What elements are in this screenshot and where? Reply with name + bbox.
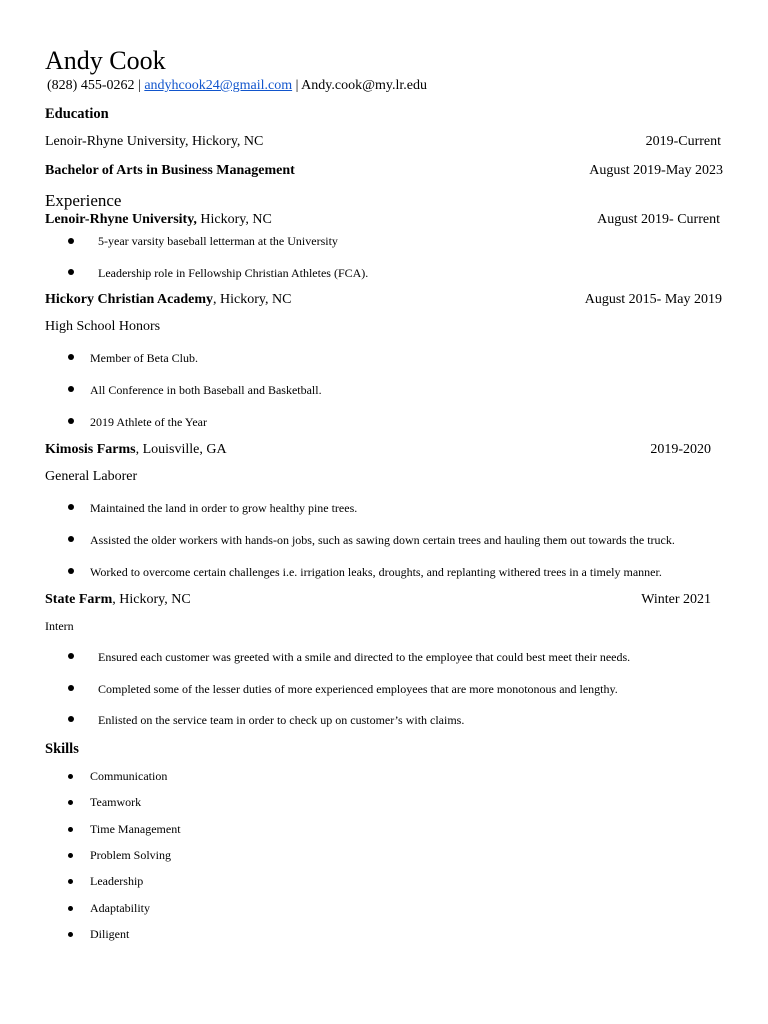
job-location: , Hickory, NC (213, 292, 292, 307)
bullet-icon (68, 386, 74, 392)
separator: | (138, 78, 141, 93)
email-link[interactable]: andyhcook24@gmail.com (144, 78, 293, 93)
bullet-icon (68, 238, 74, 244)
job-location: , Hickory, NC (112, 592, 191, 607)
phone-number: (828) 455-0262 (47, 78, 135, 93)
job-location: Hickory, NC (196, 212, 272, 227)
bullet-icon (68, 879, 73, 884)
job-dates: August 2019- Current (597, 212, 720, 227)
education-school: Lenoir-Rhyne University, Hickory, NC (45, 134, 264, 149)
job-location: , Louisville, GA (135, 442, 227, 457)
job-dates: August 2015- May 2019 (584, 292, 722, 307)
job-role: High School Honors (45, 319, 161, 334)
job-title-line (45, 292, 291, 308)
job-role: General Laborer (45, 469, 138, 484)
job-bullet: Leadership role in Fellowship Christian Athletes (FCA). (98, 266, 369, 280)
bullet-icon (68, 653, 74, 659)
job-bullet: Maintained the land in order to grow healthy pine trees. (90, 501, 358, 515)
bullet-icon (68, 827, 73, 832)
job-bullet: Completed some of the lesser duties of more experienced employees that are more monotonous and lengthy. (98, 682, 618, 696)
bullet-icon (68, 853, 73, 858)
bullet-icon (68, 800, 73, 805)
job-bullet: Assisted the older workers with hands-on jobs, such as sawing down certain trees and hauling them out towards the truck. (90, 533, 675, 547)
bullet-icon (68, 774, 73, 779)
skill-item: Time Management (90, 822, 181, 836)
bullet-icon (68, 568, 74, 574)
skill-item: Diligent (90, 927, 130, 941)
bullet-icon (68, 418, 74, 424)
experience-heading: Experience (45, 191, 122, 210)
bullet-icon (68, 354, 74, 360)
job-title-line (45, 442, 227, 458)
job-role: Intern (45, 619, 74, 633)
skills-heading: Skills (45, 741, 79, 757)
education-degree-dates: August 2019-May 2023 (589, 163, 723, 178)
skill-item: Leadership (90, 874, 144, 888)
job-org: Hickory Christian Academy (45, 292, 213, 307)
bullet-icon (68, 536, 74, 542)
skill-item: Adaptability (90, 901, 150, 915)
bullet-icon (68, 716, 74, 722)
education-school-dates: 2019-Current (645, 134, 721, 149)
bullet-icon (68, 932, 73, 937)
job-dates: 2019-2020 (650, 442, 711, 457)
job-dates: Winter 2021 (641, 592, 711, 607)
job-bullet: Ensured each customer was greeted with a smile and directed to the employee that could best meet their needs. (98, 650, 631, 664)
bullet-icon (68, 504, 74, 510)
job-bullet: 2019 Athlete of the Year (90, 415, 207, 429)
job-bullet: Enlisted on the service team in order to check up on customer’s with claims. (98, 713, 465, 727)
job-title-line (45, 592, 191, 608)
job-bullet: Worked to overcome certain challenges i.e. irrigation leaks, droughts, and replanting withered trees in a timely manner. (90, 565, 662, 579)
job-bullet: Member of Beta Club. (90, 351, 198, 365)
contact-line (47, 76, 427, 96)
skill-item: Communication (90, 769, 168, 783)
school-email: Andy.cook@my.lr.edu (301, 78, 427, 93)
job-org: State Farm (45, 592, 113, 607)
job-org: Kimosis Farms (45, 442, 136, 457)
bullet-icon (68, 685, 74, 691)
job-bullet: All Conference in both Baseball and Basketball. (90, 383, 322, 397)
skill-item: Problem Solving (90, 848, 172, 862)
separator: | (295, 78, 299, 93)
job-title-line (45, 212, 272, 228)
bullet-icon (68, 906, 73, 911)
education-heading: Education (45, 106, 109, 122)
skill-item: Teamwork (90, 795, 142, 809)
education-degree: Bachelor of Arts in Business Management (45, 163, 295, 178)
bullet-icon (68, 269, 74, 275)
job-bullet: 5-year varsity baseball letterman at the University (98, 234, 338, 248)
job-org: Lenoir-Rhyne University, (45, 212, 197, 227)
candidate-name: Andy Cook (45, 46, 166, 75)
